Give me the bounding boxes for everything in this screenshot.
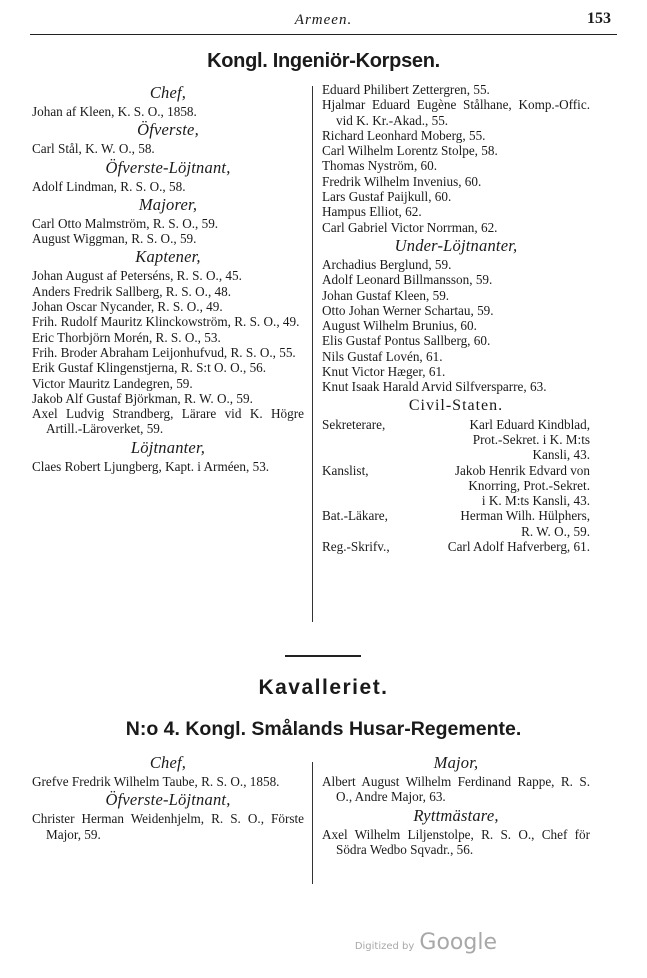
officer-entry: Hampus Elliot, 62.	[322, 204, 422, 220]
page-number: 153	[587, 10, 611, 27]
rank-heading: Öfverste-Löjtnant,	[105, 157, 231, 177]
rank-heading: Öfverste-Löjtnant,	[105, 790, 231, 810]
section2-right-column	[322, 752, 590, 857]
officer-entry: Albert August Wilhelm Ferdinand Rappe, R. S. O., Andre Major, 63.	[322, 774, 590, 805]
rank-heading: Chef,	[149, 753, 187, 772]
civil-role	[322, 493, 406, 508]
civil-row	[322, 447, 590, 462]
officer-entry: Adolf Leonard Billmansson, 59.	[322, 272, 493, 288]
section-title-kavalleriet: Kavalleriet.	[258, 676, 389, 699]
watermark	[355, 930, 497, 955]
rank-heading: Öfverste,	[137, 120, 199, 140]
civil-role: Bat.-Läkare,	[322, 508, 388, 524]
officer-entry: Carl Stål, K. W. O., 58.	[32, 141, 155, 157]
officer-entry: Frih. Rudolf Mauritz Klinckowström, R. S. O., 49.	[32, 314, 300, 330]
officer-entry: Knut Isaak Harald Arvid Silfversparre, 63.	[322, 379, 547, 395]
officer-entry: Carl Otto Malmström, R. S. O., 59.	[32, 215, 219, 231]
officer-entry: Johan August af Peterséns, R. S. O., 45.	[32, 268, 242, 284]
civil-role: Sekreterare,	[322, 416, 386, 432]
civil-role	[322, 524, 406, 539]
officer-entry: Lars Gustaf Paijkull, 60.	[322, 189, 452, 205]
civil-value: Jakob Henrik Edvard von	[454, 462, 590, 478]
officer-entry: Carl Wilhelm Lorentz Stolpe, 58.	[322, 143, 498, 159]
officer-entry: Eric Thorbjörn Morén, R. S. O., 53.	[32, 329, 221, 345]
section1-right-list	[322, 82, 590, 395]
section1-right-column	[322, 82, 590, 554]
officer-entry: Knut Victor Hæger, 61.	[322, 364, 446, 380]
officer-entry: Axel Wilhelm Liljenstolpe, R. S. O., Chef för Södra Wedbo Sqvadr., 56.	[322, 826, 590, 857]
rank-heading: Kaptener,	[135, 247, 201, 267]
officer-entry: Johan Oscar Nycander, R. S. O., 49.	[32, 299, 223, 315]
civil-row	[322, 508, 590, 523]
civil-value: i K. M:ts Kansli, 43.	[481, 493, 590, 509]
officer-entry: Fredrik Wilhelm Invenius, 60.	[322, 173, 482, 189]
section-title-ingenior: Kongl. Ingeniör-Korpsen.	[207, 50, 440, 72]
civil-role	[322, 478, 406, 493]
civil-value: Karl Eduard Kindblad,	[469, 416, 590, 432]
section-separator	[285, 655, 361, 657]
officer-entry: Victor Mauritz Landegren, 59.	[32, 375, 193, 391]
section1-left-column	[32, 82, 304, 474]
regiment-title: N:o 4. Kongl. Smålands Husar-Regemente.	[125, 718, 522, 740]
civil-role	[322, 432, 406, 447]
civil-role: Kanslist,	[322, 462, 369, 478]
officer-entry: Johan Gustaf Kleen, 59.	[322, 287, 450, 303]
civil-row	[322, 539, 590, 554]
civil-value: R. W. O., 59.	[521, 523, 590, 539]
civil-value: Herman Wilh. Hülphers,	[460, 508, 590, 524]
civil-value: Carl Adolf Hafverberg, 61.	[447, 539, 590, 555]
officer-entry: Eduard Philibert Zettergren, 55.	[322, 82, 490, 97]
column-divider	[312, 86, 313, 622]
officer-entry: Frih. Broder Abraham Leijonhufvud, R. S. O., 55.	[32, 344, 296, 360]
civil-row	[322, 417, 590, 432]
civil-value: Kansli, 43.	[532, 447, 590, 463]
rank-heading: Under-Löjtnanter,	[394, 235, 518, 255]
section2-left-column	[32, 752, 304, 842]
officer-entry: Grefve Fredrik Wilhelm Taube, R. S. O., 1858.	[32, 774, 280, 789]
rank-heading: Löjtnanter,	[130, 437, 206, 457]
civil-row	[322, 478, 590, 493]
officer-entry: August Wilhelm Brunius, 60.	[322, 318, 477, 334]
officer-entry: Nils Gustaf Lovén, 61.	[322, 348, 443, 364]
officer-entry: August Wiggman, R. S. O., 59.	[32, 231, 197, 247]
officer-entry: Erik Gustaf Klingenstjerna, R. S:t O. O., 56.	[32, 360, 267, 376]
officer-entry: Archadius Berglund, 59.	[322, 256, 452, 272]
officer-entry: Jakob Alf Gustaf Björkman, R. W. O., 59.	[32, 390, 253, 406]
civil-value: Knorring, Prot.-Sekret.	[468, 477, 590, 493]
officer-entry: Richard Leonhard Moberg, 55.	[322, 127, 486, 143]
officer-entry: Axel Ludvig Strandberg, Lärare vid K. Högre Artill.-Läroverket, 59.	[32, 406, 304, 437]
rank-heading: Chef,	[149, 83, 187, 102]
civil-row	[322, 463, 590, 478]
civil-staten-heading: Civil-Staten.	[408, 396, 504, 414]
header-rule	[30, 34, 617, 35]
rank-heading: Majorer,	[138, 194, 198, 214]
rank-heading: Major,	[433, 753, 479, 772]
watermark-brand: Google	[419, 930, 497, 955]
officer-entry: Anders Fredrik Sallberg, R. S. O., 48.	[32, 283, 232, 299]
officer-entry: Johan af Kleen, K. S. O., 1858.	[32, 104, 197, 119]
civil-role: Reg.-Skrifv.,	[322, 539, 390, 555]
officer-entry: Carl Gabriel Victor Norrman, 62.	[322, 219, 498, 235]
civil-row	[322, 432, 590, 447]
civil-value: Prot.-Sekret. i K. M:ts	[472, 431, 590, 447]
officer-entry: Otto Johan Werner Schartau, 59.	[322, 302, 494, 318]
civil-row	[322, 524, 590, 539]
civil-row	[322, 493, 590, 508]
column-divider-2	[312, 762, 313, 884]
civil-role	[322, 447, 406, 462]
officer-entry: Thomas Nyström, 60.	[322, 158, 438, 174]
officer-entry: Christer Herman Weidenhjelm, R. S. O., Förste Major, 59.	[32, 811, 304, 842]
officer-entry: Claes Robert Ljungberg, Kapt. i Arméen, 53.	[32, 458, 270, 474]
officer-entry: Hjalmar Eduard Eugène Stålhane, Komp.-Offic. vid K. Kr.-Akad., 55.	[322, 97, 590, 128]
watermark-prefix: Digitized by	[354, 941, 415, 952]
running-title: Armeen.	[294, 12, 353, 28]
officer-entry: Elis Gustaf Pontus Sallberg, 60.	[322, 333, 491, 349]
officer-entry: Adolf Lindman, R. S. O., 58.	[32, 178, 186, 194]
civil-staten-list	[322, 417, 590, 555]
rank-heading: Ryttmästare,	[413, 805, 499, 825]
